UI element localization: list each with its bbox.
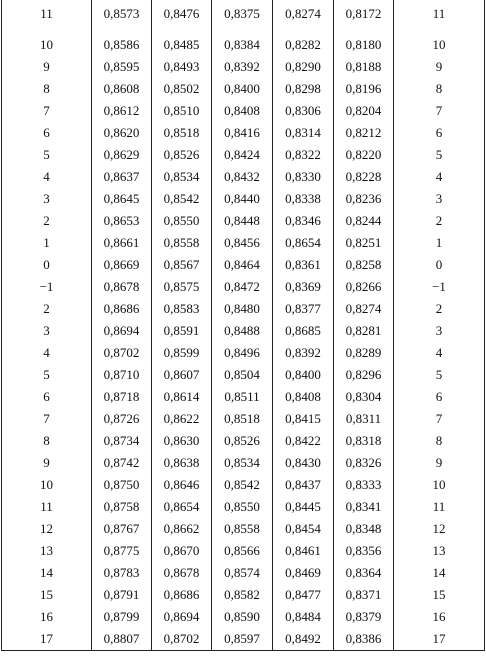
value-cell: 0,8608 bbox=[92, 78, 152, 100]
temperature-right-cell: 13 bbox=[394, 540, 485, 562]
temperature-left-cell: 8 bbox=[2, 430, 92, 452]
value-cell: 0,8204 bbox=[334, 100, 394, 122]
value-cell: 0,8678 bbox=[92, 276, 152, 298]
temperature-right-cell: 7 bbox=[394, 408, 485, 430]
value-cell: 0,8542 bbox=[212, 474, 273, 496]
value-cell: 0,8718 bbox=[92, 386, 152, 408]
value-cell: 0,8590 bbox=[212, 606, 273, 628]
value-cell: 0,8464 bbox=[212, 254, 273, 276]
value-cell: 0,8567 bbox=[152, 254, 212, 276]
value-cell: 0,8694 bbox=[92, 320, 152, 342]
value-cell: 0,8573 bbox=[92, 0, 152, 34]
temperature-left-cell: 14 bbox=[2, 562, 92, 584]
temperature-left-cell: 10 bbox=[2, 474, 92, 496]
value-cell: 0,8448 bbox=[212, 210, 273, 232]
value-cell: 0,8534 bbox=[212, 452, 273, 474]
value-cell: 0,8311 bbox=[334, 408, 394, 430]
temperature-right-cell: 10 bbox=[394, 34, 485, 56]
table-row bbox=[2, 100, 485, 122]
temperature-right-cell: 6 bbox=[394, 122, 485, 144]
temperature-left-cell: 13 bbox=[2, 540, 92, 562]
value-cell: 0,8493 bbox=[152, 56, 212, 78]
value-cell: 0,8685 bbox=[273, 320, 334, 342]
value-cell: 0,8296 bbox=[334, 364, 394, 386]
value-cell: 0,8670 bbox=[152, 540, 212, 562]
table-row bbox=[2, 342, 485, 364]
temperature-left-cell: 3 bbox=[2, 320, 92, 342]
table-row bbox=[2, 408, 485, 430]
value-cell: 0,8630 bbox=[152, 430, 212, 452]
value-cell: 0,8502 bbox=[152, 78, 212, 100]
value-cell: 0,8289 bbox=[334, 342, 394, 364]
value-cell: 0,8282 bbox=[273, 34, 334, 56]
temperature-left-cell: 11 bbox=[2, 496, 92, 518]
temperature-right-cell: 2 bbox=[394, 298, 485, 320]
value-cell: 0,8597 bbox=[212, 628, 273, 651]
table-row bbox=[2, 298, 485, 320]
value-cell: 0,8638 bbox=[152, 452, 212, 474]
value-cell: 0,8726 bbox=[92, 408, 152, 430]
value-cell: 0,8542 bbox=[152, 188, 212, 210]
temperature-right-cell: 2 bbox=[394, 210, 485, 232]
value-cell: 0,8338 bbox=[273, 188, 334, 210]
temperature-right-cell: −1 bbox=[394, 276, 485, 298]
temperature-right-cell: 9 bbox=[394, 452, 485, 474]
table-row bbox=[2, 276, 485, 298]
table-row bbox=[2, 518, 485, 540]
value-cell: 0,8469 bbox=[273, 562, 334, 584]
temperature-left-cell: 6 bbox=[2, 122, 92, 144]
table-row bbox=[2, 122, 485, 144]
value-cell: 0,8694 bbox=[152, 606, 212, 628]
temperature-right-cell: 9 bbox=[394, 56, 485, 78]
table-body bbox=[2, 0, 485, 651]
table-row bbox=[2, 232, 485, 254]
value-cell: 0,8526 bbox=[212, 430, 273, 452]
value-cell: 0,8607 bbox=[152, 364, 212, 386]
value-cell: 0,8445 bbox=[273, 496, 334, 518]
value-cell: 0,8595 bbox=[92, 56, 152, 78]
density-table bbox=[1, 0, 485, 651]
temperature-left-cell: 3 bbox=[2, 188, 92, 210]
value-cell: 0,8364 bbox=[334, 562, 394, 584]
table-row bbox=[2, 0, 485, 34]
temperature-left-cell: 7 bbox=[2, 408, 92, 430]
value-cell: 0,8518 bbox=[212, 408, 273, 430]
temperature-left-cell: 5 bbox=[2, 364, 92, 386]
table-row bbox=[2, 364, 485, 386]
value-cell: 0,8586 bbox=[92, 34, 152, 56]
temperature-right-cell: 15 bbox=[394, 584, 485, 606]
value-cell: 0,8799 bbox=[92, 606, 152, 628]
value-cell: 0,8172 bbox=[334, 0, 394, 34]
value-cell: 0,8476 bbox=[152, 0, 212, 34]
value-cell: 0,8318 bbox=[334, 430, 394, 452]
value-cell: 0,8322 bbox=[273, 144, 334, 166]
value-cell: 0,8488 bbox=[212, 320, 273, 342]
temperature-right-cell: 11 bbox=[394, 496, 485, 518]
temperature-right-cell: 12 bbox=[394, 518, 485, 540]
temperature-right-cell: 5 bbox=[394, 364, 485, 386]
value-cell: 0,8440 bbox=[212, 188, 273, 210]
value-cell: 0,8377 bbox=[273, 298, 334, 320]
temperature-right-cell: 10 bbox=[394, 474, 485, 496]
value-cell: 0,8550 bbox=[212, 496, 273, 518]
value-cell: 0,8492 bbox=[273, 628, 334, 651]
value-cell: 0,8408 bbox=[212, 100, 273, 122]
value-cell: 0,8558 bbox=[152, 232, 212, 254]
value-cell: 0,8326 bbox=[334, 452, 394, 474]
temperature-right-cell: 1 bbox=[394, 232, 485, 254]
value-cell: 0,8180 bbox=[334, 34, 394, 56]
temperature-left-cell: 4 bbox=[2, 166, 92, 188]
table-row bbox=[2, 562, 485, 584]
value-cell: 0,8742 bbox=[92, 452, 152, 474]
value-cell: 0,8424 bbox=[212, 144, 273, 166]
value-cell: 0,8807 bbox=[92, 628, 152, 651]
value-cell: 0,8511 bbox=[212, 386, 273, 408]
value-cell: 0,8196 bbox=[334, 78, 394, 100]
temperature-left-cell: 4 bbox=[2, 342, 92, 364]
value-cell: 0,8646 bbox=[152, 474, 212, 496]
value-cell: 0,8212 bbox=[334, 122, 394, 144]
value-cell: 0,8480 bbox=[212, 298, 273, 320]
value-cell: 0,8386 bbox=[334, 628, 394, 651]
temperature-right-cell: 4 bbox=[394, 166, 485, 188]
temperature-left-cell: 2 bbox=[2, 298, 92, 320]
table-row bbox=[2, 254, 485, 276]
temperature-right-cell: 0 bbox=[394, 254, 485, 276]
value-cell: 0,8392 bbox=[212, 56, 273, 78]
temperature-left-cell: 12 bbox=[2, 518, 92, 540]
value-cell: 0,8379 bbox=[334, 606, 394, 628]
value-cell: 0,8430 bbox=[273, 452, 334, 474]
temperature-left-cell: 11 bbox=[2, 0, 92, 34]
value-cell: 0,8484 bbox=[273, 606, 334, 628]
value-cell: 0,8686 bbox=[152, 584, 212, 606]
value-cell: 0,8461 bbox=[273, 540, 334, 562]
temperature-right-cell: 8 bbox=[394, 430, 485, 452]
value-cell: 0,8612 bbox=[92, 100, 152, 122]
temperature-left-cell: −1 bbox=[2, 276, 92, 298]
temperature-left-cell: 2 bbox=[2, 210, 92, 232]
value-cell: 0,8220 bbox=[334, 144, 394, 166]
value-cell: 0,8645 bbox=[92, 188, 152, 210]
value-cell: 0,8274 bbox=[334, 298, 394, 320]
table-row bbox=[2, 166, 485, 188]
value-cell: 0,8188 bbox=[334, 56, 394, 78]
temperature-left-cell: 16 bbox=[2, 606, 92, 628]
value-cell: 0,8306 bbox=[273, 100, 334, 122]
value-cell: 0,8330 bbox=[273, 166, 334, 188]
value-cell: 0,8662 bbox=[152, 518, 212, 540]
temperature-right-cell: 11 bbox=[394, 0, 485, 34]
temperature-right-cell: 7 bbox=[394, 100, 485, 122]
value-cell: 0,8437 bbox=[273, 474, 334, 496]
value-cell: 0,8566 bbox=[212, 540, 273, 562]
value-cell: 0,8496 bbox=[212, 342, 273, 364]
value-cell: 0,8251 bbox=[334, 232, 394, 254]
value-cell: 0,8614 bbox=[152, 386, 212, 408]
value-cell: 0,8485 bbox=[152, 34, 212, 56]
value-cell: 0,8472 bbox=[212, 276, 273, 298]
value-cell: 0,8629 bbox=[92, 144, 152, 166]
value-cell: 0,8702 bbox=[152, 628, 212, 651]
table-row bbox=[2, 452, 485, 474]
temperature-left-cell: 0 bbox=[2, 254, 92, 276]
value-cell: 0,8591 bbox=[152, 320, 212, 342]
value-cell: 0,8304 bbox=[334, 386, 394, 408]
value-cell: 0,8274 bbox=[273, 0, 334, 34]
value-cell: 0,8361 bbox=[273, 254, 334, 276]
table-row bbox=[2, 320, 485, 342]
value-cell: 0,8622 bbox=[152, 408, 212, 430]
value-cell: 0,8281 bbox=[334, 320, 394, 342]
value-cell: 0,8526 bbox=[152, 144, 212, 166]
value-cell: 0,8783 bbox=[92, 562, 152, 584]
temperature-left-cell: 5 bbox=[2, 144, 92, 166]
value-cell: 0,8454 bbox=[273, 518, 334, 540]
value-cell: 0,8422 bbox=[273, 430, 334, 452]
value-cell: 0,8750 bbox=[92, 474, 152, 496]
value-cell: 0,8432 bbox=[212, 166, 273, 188]
value-cell: 0,8775 bbox=[92, 540, 152, 562]
value-cell: 0,8504 bbox=[212, 364, 273, 386]
value-cell: 0,8384 bbox=[212, 34, 273, 56]
temperature-right-cell: 4 bbox=[394, 342, 485, 364]
value-cell: 0,8574 bbox=[212, 562, 273, 584]
value-cell: 0,8333 bbox=[334, 474, 394, 496]
temperature-left-cell: 1 bbox=[2, 232, 92, 254]
table-row bbox=[2, 584, 485, 606]
table-row bbox=[2, 430, 485, 452]
value-cell: 0,8415 bbox=[273, 408, 334, 430]
temperature-left-cell: 10 bbox=[2, 34, 92, 56]
value-cell: 0,8575 bbox=[152, 276, 212, 298]
temperature-right-cell: 16 bbox=[394, 606, 485, 628]
value-cell: 0,8620 bbox=[92, 122, 152, 144]
table-row bbox=[2, 496, 485, 518]
table-row bbox=[2, 628, 485, 651]
value-cell: 0,8456 bbox=[212, 232, 273, 254]
value-cell: 0,8346 bbox=[273, 210, 334, 232]
value-cell: 0,8582 bbox=[212, 584, 273, 606]
value-cell: 0,8416 bbox=[212, 122, 273, 144]
value-cell: 0,8298 bbox=[273, 78, 334, 100]
value-cell: 0,8244 bbox=[334, 210, 394, 232]
value-cell: 0,8583 bbox=[152, 298, 212, 320]
value-cell: 0,8258 bbox=[334, 254, 394, 276]
temperature-left-cell: 8 bbox=[2, 78, 92, 100]
temperature-right-cell: 17 bbox=[394, 628, 485, 651]
value-cell: 0,8236 bbox=[334, 188, 394, 210]
temperature-right-cell: 8 bbox=[394, 78, 485, 100]
value-cell: 0,8678 bbox=[152, 562, 212, 584]
value-cell: 0,8371 bbox=[334, 584, 394, 606]
value-cell: 0,8534 bbox=[152, 166, 212, 188]
value-cell: 0,8477 bbox=[273, 584, 334, 606]
value-cell: 0,8767 bbox=[92, 518, 152, 540]
value-cell: 0,8266 bbox=[334, 276, 394, 298]
value-cell: 0,8228 bbox=[334, 166, 394, 188]
value-cell: 0,8669 bbox=[92, 254, 152, 276]
value-cell: 0,8661 bbox=[92, 232, 152, 254]
temperature-left-cell: 15 bbox=[2, 584, 92, 606]
value-cell: 0,8375 bbox=[212, 0, 273, 34]
value-cell: 0,8558 bbox=[212, 518, 273, 540]
value-cell: 0,8686 bbox=[92, 298, 152, 320]
value-cell: 0,8791 bbox=[92, 584, 152, 606]
value-cell: 0,8550 bbox=[152, 210, 212, 232]
table-row bbox=[2, 56, 485, 78]
value-cell: 0,8637 bbox=[92, 166, 152, 188]
temperature-right-cell: 3 bbox=[394, 320, 485, 342]
table-row bbox=[2, 34, 485, 56]
table-row bbox=[2, 540, 485, 562]
temperature-left-cell: 17 bbox=[2, 628, 92, 651]
table-row bbox=[2, 474, 485, 496]
value-cell: 0,8341 bbox=[334, 496, 394, 518]
value-cell: 0,8734 bbox=[92, 430, 152, 452]
table-row bbox=[2, 144, 485, 166]
value-cell: 0,8314 bbox=[273, 122, 334, 144]
table-row bbox=[2, 606, 485, 628]
value-cell: 0,8348 bbox=[334, 518, 394, 540]
value-cell: 0,8702 bbox=[92, 342, 152, 364]
value-cell: 0,8356 bbox=[334, 540, 394, 562]
value-cell: 0,8710 bbox=[92, 364, 152, 386]
table-row bbox=[2, 188, 485, 210]
temperature-left-cell: 7 bbox=[2, 100, 92, 122]
value-cell: 0,8408 bbox=[273, 386, 334, 408]
temperature-left-cell: 9 bbox=[2, 452, 92, 474]
value-cell: 0,8400 bbox=[273, 364, 334, 386]
value-cell: 0,8654 bbox=[152, 496, 212, 518]
temperature-right-cell: 6 bbox=[394, 386, 485, 408]
table-row bbox=[2, 386, 485, 408]
temperature-right-cell: 5 bbox=[394, 144, 485, 166]
value-cell: 0,8392 bbox=[273, 342, 334, 364]
value-cell: 0,8290 bbox=[273, 56, 334, 78]
value-cell: 0,8369 bbox=[273, 276, 334, 298]
value-cell: 0,8599 bbox=[152, 342, 212, 364]
value-cell: 0,8400 bbox=[212, 78, 273, 100]
value-cell: 0,8654 bbox=[273, 232, 334, 254]
value-cell: 0,8518 bbox=[152, 122, 212, 144]
temperature-right-cell: 3 bbox=[394, 188, 485, 210]
value-cell: 0,8758 bbox=[92, 496, 152, 518]
temperature-left-cell: 9 bbox=[2, 56, 92, 78]
temperature-right-cell: 14 bbox=[394, 562, 485, 584]
value-cell: 0,8653 bbox=[92, 210, 152, 232]
value-cell: 0,8510 bbox=[152, 100, 212, 122]
table-row bbox=[2, 78, 485, 100]
temperature-left-cell: 6 bbox=[2, 386, 92, 408]
table-row bbox=[2, 210, 485, 232]
